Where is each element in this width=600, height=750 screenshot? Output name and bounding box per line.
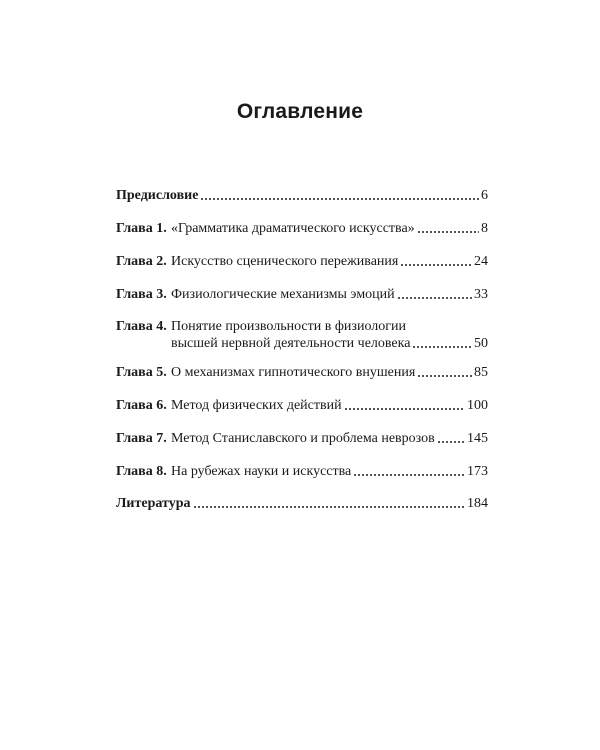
dot-leader xyxy=(353,474,465,476)
toc-entry-bibliography xyxy=(116,495,488,512)
toc-entry-chapter-8 xyxy=(116,463,488,480)
toc-entry-chapter-1 xyxy=(116,220,488,237)
chapter-title: О механизмах гипнотического внушения xyxy=(171,365,416,380)
dot-leader xyxy=(412,346,472,348)
page-number: 145 xyxy=(467,431,488,446)
chapter-label: Глава 1. xyxy=(116,221,167,236)
page-number: 24 xyxy=(474,254,488,269)
page-number: 33 xyxy=(474,287,488,302)
chapter-title: Метод физических действий xyxy=(171,398,342,413)
dot-leader xyxy=(437,441,465,443)
toc-entry-preface xyxy=(116,187,488,204)
dot-leader xyxy=(344,408,465,410)
entry-label: Литература xyxy=(116,496,191,511)
chapter-title: Понятие произвольности в физиологии xyxy=(171,319,406,334)
chapter-title: «Грамматика драматического искусства» xyxy=(171,221,415,236)
dot-leader xyxy=(417,375,472,377)
dot-leader xyxy=(200,198,479,200)
page-number: 100 xyxy=(467,398,488,413)
page-number: 184 xyxy=(467,496,488,511)
toc-entry-chapter-2 xyxy=(116,253,488,270)
chapter-label: Глава 2. xyxy=(116,254,167,269)
toc-entry-chapter-3 xyxy=(116,286,488,303)
toc-entry-chapter-4 xyxy=(116,318,488,352)
chapter-label: Глава 5. xyxy=(116,365,167,380)
chapter-label: Глава 8. xyxy=(116,464,167,479)
entry-label: Предисловие xyxy=(116,188,199,203)
chapter-title: Физиологические механизмы эмоций xyxy=(171,287,395,302)
chapter-label: Глава 6. xyxy=(116,398,167,413)
chapter-title: Искусство сценического переживания xyxy=(171,254,399,269)
page-number: 85 xyxy=(474,365,488,380)
dot-leader xyxy=(193,506,466,508)
chapter-title: Метод Станиславского и проблема неврозов xyxy=(171,431,435,446)
dot-leader xyxy=(397,297,472,299)
toc-entry-chapter-6 xyxy=(116,397,488,414)
dot-leader xyxy=(417,231,479,233)
page-number: 173 xyxy=(467,464,488,479)
chapter-label: Глава 4. xyxy=(116,319,167,334)
page-number: 8 xyxy=(481,221,488,236)
toc-entry-chapter-5 xyxy=(116,364,488,381)
toc-entry-chapter-7 xyxy=(116,430,488,447)
page-title: Оглавление xyxy=(236,100,364,123)
chapter-title-continuation: высшей нервной деятельности человека xyxy=(171,336,411,351)
page-number: 6 xyxy=(481,188,488,203)
dot-leader xyxy=(400,264,472,266)
page-number: 50 xyxy=(474,336,488,351)
chapter-title: На рубежах науки и искусства xyxy=(171,464,352,479)
chapter-label: Глава 3. xyxy=(116,287,167,302)
chapter-label: Глава 7. xyxy=(116,431,167,446)
